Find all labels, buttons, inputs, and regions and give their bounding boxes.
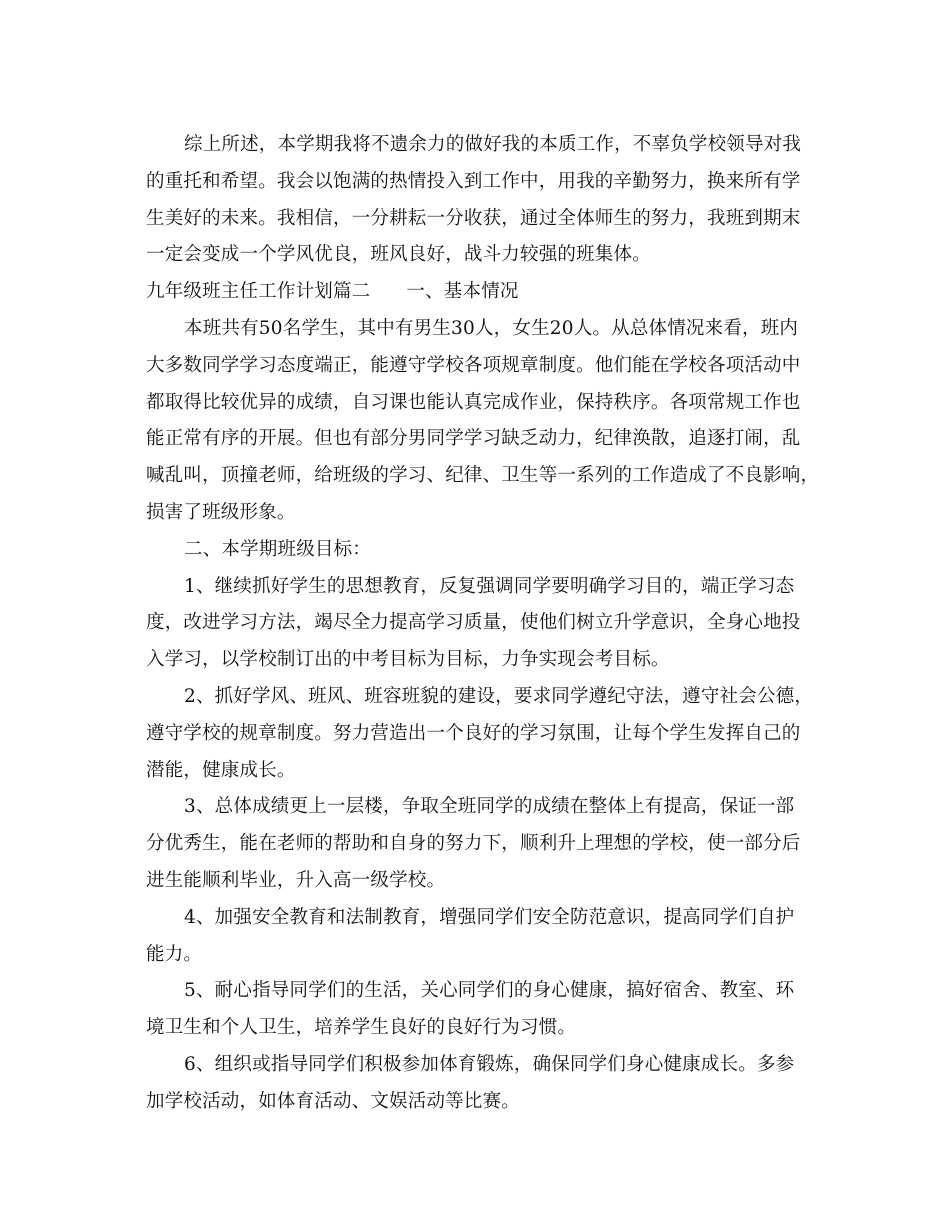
list-item-line: 度，改进学习方法，竭尽全力提高学习质量，使他们树立升学意识，全身心地投	[146, 612, 801, 634]
subsection-title: 二、本学期班级目标：	[184, 538, 372, 560]
list-item-line: 入学习，以学校制订出的中考目标为目标，力争实现会考目标。	[146, 649, 670, 671]
list-item-line: 1、继续抓好学生的思想教育，反复强调同学要明确学习目的，端正学习态	[184, 575, 795, 597]
subsection-title: 一、基本情况	[406, 281, 519, 303]
paragraph-line: 损害了班级形象。	[146, 501, 296, 523]
paragraph-line: 能正常有序的开展。但也有部分男同学学习缺乏动力，纪律涣散，追逐打闹，乱	[146, 428, 801, 450]
list-item-line: 5、耐心指导同学们的生活，关心同学们的身心健康，搞好宿舍、教室、环	[184, 980, 795, 1002]
paragraph-line: 都取得比较优异的成绩，自习课也能认真完成作业，保持秩序。各项常规工作也	[146, 391, 801, 413]
document-body	[146, 129, 820, 1123]
list-item-line: 3、总体成绩更上一层楼，争取全班同学的成绩在整体上有提高，保证一部	[184, 796, 795, 818]
heading-line	[146, 276, 816, 308]
list-item-line: 加学校活动，如体育活动、文娱活动等比赛。	[146, 1090, 521, 1112]
paragraph-line: 生美好的未来。我相信，一分耕耘一分收获，通过全体师生的努力，我班到期末	[146, 207, 801, 229]
list-item-line: 进生能顺利毕业，升入高一级学校。	[146, 869, 446, 891]
paragraph-line: 大多数同学学习态度端正，能遵守学校各项规章制度。他们能在学校各项活动中	[146, 354, 801, 376]
list-item-line: 能力。	[146, 943, 203, 965]
list-item-line: 分优秀生，能在老师的帮助和自身的努力下，顺利升上理想的学校，使一部分后	[146, 833, 801, 855]
list-item-line: 境卫生和个人卫生，培养学生良好的良好行为习惯。	[146, 1017, 577, 1039]
list-item-line: 潜能，健康成长。	[146, 759, 296, 781]
list-item-line: 遵守学校的规章制度。努力营造出一个良好的学习氛围，让每个学生发挥自己的	[146, 722, 801, 744]
paragraph-line: 一定会变成一个学风优良，班风良好，战斗力较强的班集体。	[146, 244, 651, 266]
paragraph-line: 综上所述，本学期我将不遗余力的做好我的本质工作，不辜负学校领导对我	[184, 134, 802, 155]
paragraph-line: 喊乱叫，顶撞老师，给班级的学习、纪律、卫生等一系列的工作造成了不良影响，	[146, 465, 820, 487]
paragraph-line: 本班共有50名学生，其中有男生30人，女生20人。从总体情况来看，班内	[184, 317, 799, 339]
paragraph-line: 的重托和希望。我会以饱满的热情投入到工作中，用我的辛勤努力，换来所有学	[146, 170, 801, 192]
list-item-line: 4、加强安全教育和法制教育，增强同学们安全防范意识，提高同学们自护	[184, 906, 795, 928]
section-title: 九年级班主任工作计划篇二	[146, 281, 371, 303]
list-item-line: 6、组织或指导同学们积极参加体育锻炼，确保同学们身心健康成长。多参	[184, 1053, 795, 1075]
list-item-line: 2、抓好学风、班风、班容班貌的建设，要求同学遵纪守法，遵守社会公德，	[184, 685, 814, 707]
